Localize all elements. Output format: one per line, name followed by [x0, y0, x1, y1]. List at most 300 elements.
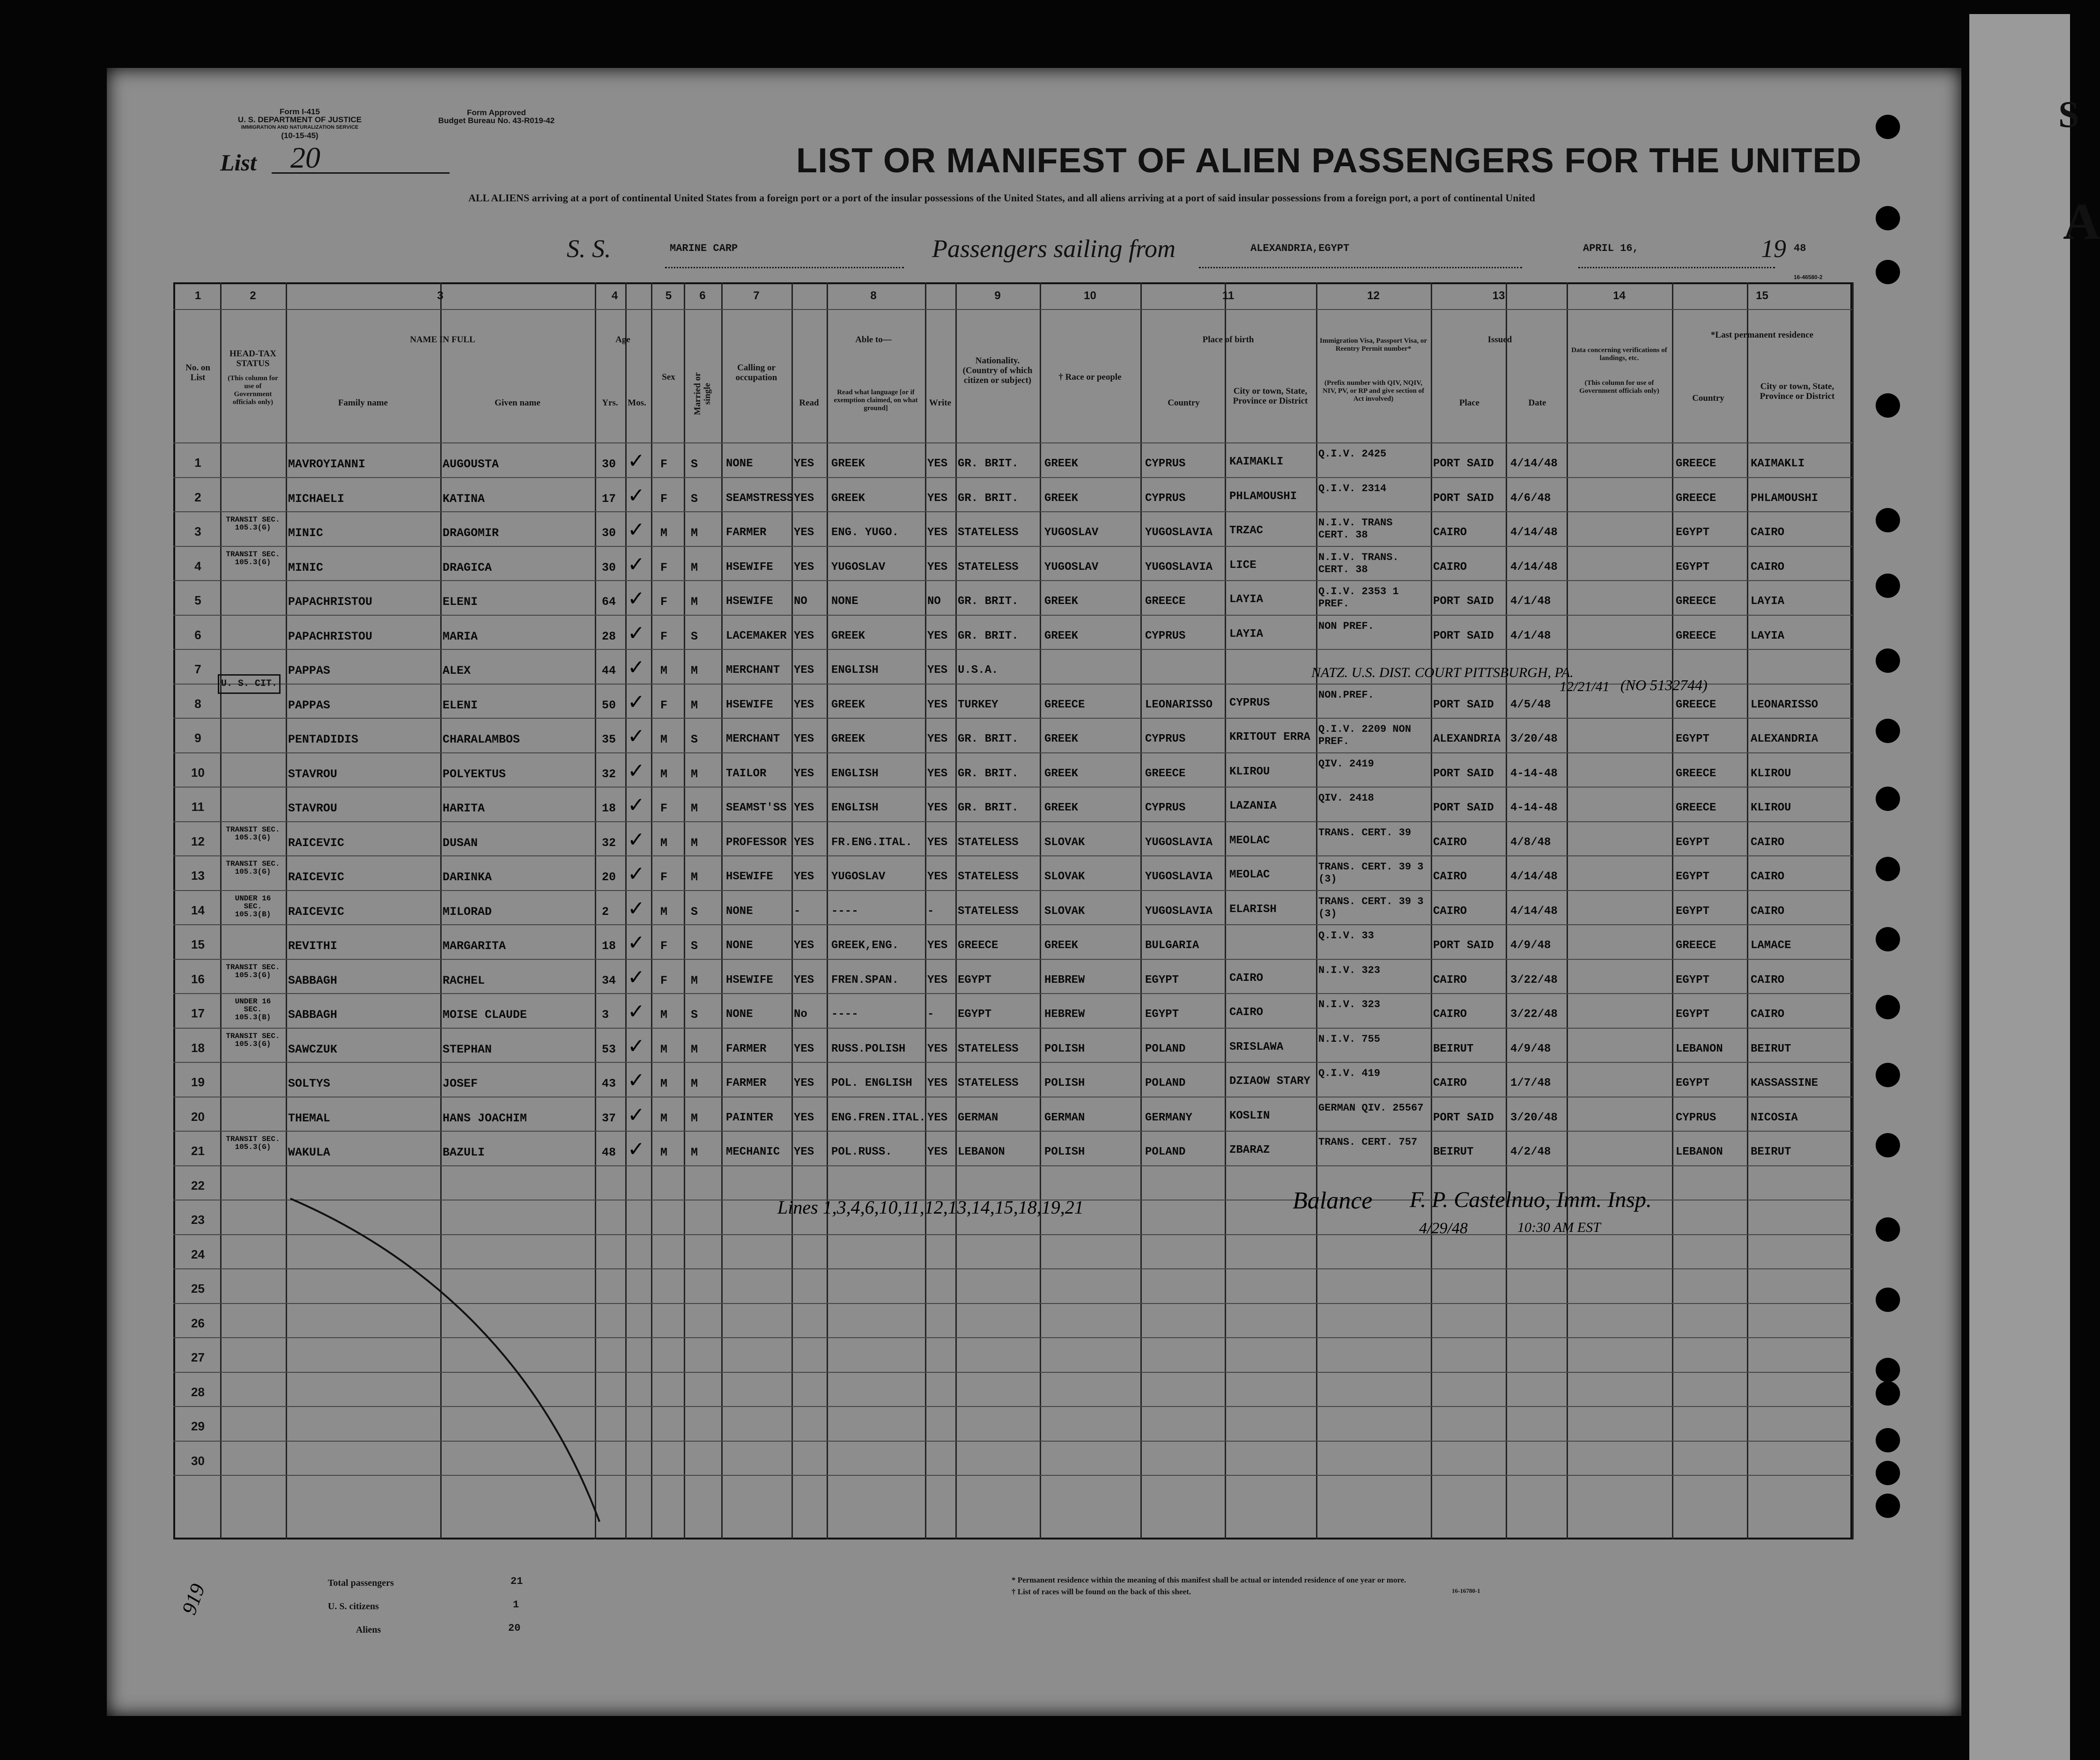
cell-family: WAKULA	[288, 1146, 331, 1159]
cell-read: YES	[794, 457, 814, 470]
cell-ms: M	[691, 1077, 698, 1090]
cell-read: YES	[794, 802, 814, 814]
cell-race: YUGOSLAV	[1044, 526, 1099, 539]
cell-sex: F	[660, 629, 668, 643]
col-num-13: 13	[1492, 289, 1505, 302]
cell-rcity: CAIRO	[1751, 560, 1785, 574]
row-number: 7	[194, 662, 201, 676]
col-num-14: 14	[1613, 289, 1626, 302]
cell-occ: FARMER	[726, 1042, 767, 1055]
cell-lang: POL.RUSS.	[831, 1146, 892, 1158]
cell-visa: Q.I.V. 2353 1 PREF.	[1318, 586, 1399, 610]
cell-bcity: MEOLAC	[1229, 869, 1270, 881]
col-num-10: 10	[1084, 289, 1096, 302]
hdr-visa-note: (Prefix number with QIV, NQIV, NIV, PV, or RP and give section of Act involved)	[1322, 379, 1425, 403]
hdr-race: † Race or people	[1058, 372, 1122, 382]
punch-hole-icon	[1876, 393, 1900, 418]
row-number: 17	[191, 1006, 205, 1020]
cell-visa: QIV. 2418	[1318, 792, 1374, 804]
check-mark-icon: ✓	[628, 690, 645, 714]
cell-rcountry: GREECE	[1676, 629, 1716, 642]
cell-write: YES	[927, 802, 948, 814]
col-num-1: 1	[194, 289, 201, 302]
cell-family: MICHAELI	[288, 492, 345, 506]
cell-write: YES	[927, 698, 948, 711]
lines-note: Lines 1,3,4,6,10,11,12,13,14,15,18,19,21	[777, 1197, 1084, 1218]
cell-family: REVITHI	[288, 939, 338, 953]
total-passengers-label: Total passengers	[328, 1578, 394, 1588]
cell-given: CHARALAMBOS	[443, 733, 520, 746]
cell-age: 30	[602, 526, 616, 540]
cell-bcity: ELARISH	[1229, 903, 1277, 916]
cell-occ: FARMER	[726, 1077, 767, 1090]
cell-nat: LEBANON	[958, 1146, 1005, 1158]
cell-age: 53	[602, 1042, 616, 1056]
cell-ms: M	[691, 595, 698, 609]
cell-sex: M	[660, 1008, 668, 1022]
cell-bcountry: YUGOSLAVIA	[1145, 560, 1213, 574]
cell-bcountry: POLAND	[1145, 1146, 1186, 1158]
cell-occ: PROFESSOR	[726, 836, 787, 849]
form-date: (10-15-45)	[281, 131, 318, 140]
row-number: 4	[194, 559, 201, 573]
hdr-age: Age	[615, 335, 630, 345]
cell-given: AUGOUSTA	[443, 457, 499, 471]
cell-ms: M	[691, 973, 698, 987]
cell-read: YES	[794, 870, 814, 883]
cell-idate: 4/9/48	[1510, 939, 1551, 952]
cell-family: MINIC	[288, 526, 324, 540]
cell-given: JOSEF	[443, 1077, 478, 1090]
hdr-verifications: Data concerning verifications of landings, etc.	[1571, 346, 1667, 362]
row-number: 10	[191, 765, 205, 780]
row-number: 18	[191, 1040, 205, 1055]
cell-family: MAVROYIANNI	[288, 457, 366, 471]
check-mark-icon: ✓	[628, 724, 645, 748]
cell-visa: N.I.V. 755	[1318, 1033, 1381, 1045]
crossout-line	[290, 1199, 599, 1522]
cell-idate: 4/2/48	[1510, 1146, 1551, 1158]
cell-family: SOLTYS	[288, 1077, 331, 1090]
cell-ms: S	[691, 905, 698, 919]
row-number: 1	[194, 456, 201, 470]
cell-idate: 4-14-48	[1510, 802, 1558, 814]
cell-family: THEMAL	[288, 1111, 331, 1125]
cell-given: ALEX	[443, 664, 471, 677]
cell-bcity: CAIRO	[1229, 1006, 1264, 1019]
cell-rcity: LAMACE	[1751, 939, 1791, 952]
cell-visa: N.I.V. TRANS CERT. 38	[1318, 517, 1393, 541]
footnote-residence: * Permanent residence within the meaning of this manifest shall be actual or intended residence of one year or more.	[1012, 1576, 1406, 1584]
sailing-port: ALEXANDRIA,EGYPT	[1250, 243, 1350, 254]
cell-age: 30	[602, 457, 616, 471]
punch-hole-icon	[1876, 995, 1900, 1019]
hdr-yrs: Yrs.	[602, 398, 618, 408]
cell-write: YES	[927, 939, 948, 952]
cell-idate: 4/14/48	[1510, 457, 1558, 470]
hdr-nationality: Nationality. (Country of which citizen or subject)	[962, 356, 1033, 385]
cell-rcity: KAIMAKLI	[1751, 457, 1805, 470]
cell-family: SABBAGH	[288, 973, 338, 987]
cell-bcountry: YUGOSLAVIA	[1145, 905, 1213, 918]
cell-rcity: LAYIA	[1751, 595, 1785, 608]
check-mark-icon: ✓	[628, 587, 645, 611]
cell-read: YES	[794, 836, 814, 849]
row-number: 21	[191, 1144, 205, 1158]
cell-bcountry: LEONARISSO	[1145, 698, 1213, 711]
cell-age: 3	[602, 1008, 609, 1022]
cell-sex: M	[660, 1146, 668, 1159]
cell-bcity: LICE	[1229, 559, 1257, 572]
cell-lang: ENG. YUGO.	[831, 526, 899, 539]
cell-ms: S	[691, 733, 698, 746]
col-num-6: 6	[699, 289, 706, 302]
cell-race: SLOVAK	[1044, 870, 1085, 883]
cell-iplace: PORT SAID	[1433, 629, 1494, 642]
punch-hole-icon	[1876, 719, 1900, 743]
check-mark-icon: ✓	[628, 1000, 645, 1024]
punch-hole-icon	[1876, 927, 1900, 951]
check-mark-icon: ✓	[628, 483, 645, 508]
cell-tax: TRANSIT SEC. 105.3(G)	[226, 825, 280, 842]
cell-write: -	[927, 905, 934, 918]
cell-given: ELENI	[443, 698, 478, 712]
cell-race: GREEK	[1044, 595, 1079, 608]
cell-bcountry: GREECE	[1145, 595, 1186, 608]
cell-bcountry: CYPRUS	[1145, 629, 1186, 642]
check-mark-icon: ✓	[628, 793, 645, 817]
cell-ms: S	[691, 457, 698, 471]
cell-sex: F	[660, 595, 668, 609]
cell-bcity: LAYIA	[1229, 627, 1264, 641]
cell-bcity: SRISLAWA	[1229, 1040, 1284, 1053]
hdr-issued-place: Place	[1459, 398, 1480, 408]
cell-rcity: PHLAMOUSHI	[1751, 492, 1819, 505]
cell-bcity: KOSLIN	[1229, 1109, 1270, 1122]
cell-read: YES	[794, 1111, 814, 1124]
col-num-3: 3	[437, 289, 444, 302]
cell-rcountry: EGYPT	[1676, 560, 1710, 574]
cell-idate: 3/20/48	[1510, 733, 1558, 745]
cell-lang: ----	[831, 905, 858, 918]
cell-occ: MERCHANT	[726, 664, 780, 677]
check-mark-icon: ✓	[628, 552, 645, 576]
cell-bcountry: GREECE	[1145, 767, 1186, 780]
cell-bcountry: CYPRUS	[1145, 492, 1186, 505]
cell-occ: PAINTER	[726, 1111, 773, 1124]
cell-rcity: CAIRO	[1751, 526, 1785, 539]
cell-read: YES	[794, 1146, 814, 1158]
cell-nat: TURKEY	[958, 698, 998, 711]
cell-sex: M	[660, 905, 668, 919]
cell-family: PAPACHRISTOU	[288, 629, 373, 643]
cell-rcity: ALEXANDRIA	[1751, 733, 1819, 745]
cell-iplace: PORT SAID	[1433, 802, 1494, 814]
check-mark-icon: ✓	[628, 655, 645, 679]
cell-nat: GR. BRIT.	[958, 629, 1019, 642]
sailing-date: APRIL 16,	[1583, 243, 1639, 254]
cell-nat: U.S.A.	[958, 664, 998, 677]
cell-bcity: KLIROU	[1229, 765, 1270, 778]
cell-rcountry: LEBANON	[1676, 1146, 1723, 1158]
cell-age: 44	[602, 664, 616, 677]
cell-iplace: CAIRO	[1433, 526, 1467, 539]
cell-ms: S	[691, 492, 698, 506]
punch-hole-icon	[1876, 115, 1900, 139]
cell-visa: N.I.V. 323	[1318, 964, 1381, 976]
punch-hole-icon	[1876, 857, 1900, 881]
hdr-res-city: City or town, State, Province or District	[1760, 382, 1835, 401]
cell-race: GREEK	[1044, 939, 1079, 952]
cell-bcity: LAZANIA	[1229, 800, 1277, 812]
cell-rcountry: CYPRUS	[1676, 1111, 1716, 1124]
cell-write: YES	[927, 492, 948, 505]
us-citizen-stamp: U. S. CIT.	[218, 674, 281, 694]
cell-read: YES	[794, 492, 814, 505]
cell-lang: ENG.FREN.ITAL.	[831, 1111, 926, 1124]
cell-nat: GR. BRIT.	[958, 733, 1019, 745]
cell-bcountry: GERMANY	[1145, 1111, 1192, 1124]
cell-rcity: CAIRO	[1751, 870, 1785, 883]
list-label: List	[220, 149, 257, 176]
cell-write: YES	[927, 836, 948, 849]
cell-tax: UNDER 16 SEC. 105.3(B)	[235, 894, 271, 919]
cell-idate: 4/8/48	[1510, 836, 1551, 849]
cell-nat: GR. BRIT.	[958, 457, 1019, 470]
cell-given: DRAGICA	[443, 560, 492, 574]
cell-visa: Q.I.V. 419	[1318, 1068, 1381, 1079]
cell-iplace: CAIRO	[1433, 1077, 1467, 1090]
cell-sex: F	[660, 457, 668, 471]
cell-ms: M	[691, 836, 698, 850]
cell-family: STAVROU	[288, 802, 338, 815]
row-number: 11	[191, 800, 205, 814]
cell-rcountry: LEBANON	[1676, 1042, 1723, 1055]
row-number: 5	[194, 593, 201, 607]
cell-write: YES	[927, 560, 948, 574]
cell-sex: M	[660, 836, 668, 850]
sailing-label: Passengers sailing from	[932, 235, 1176, 263]
cell-family: SABBAGH	[288, 1008, 338, 1022]
cell-nat: GR. BRIT.	[958, 492, 1019, 505]
cell-bcity: MEOLAC	[1229, 834, 1270, 847]
cell-given: DUSAN	[443, 836, 478, 850]
cell-rcountry: GREECE	[1676, 595, 1716, 608]
check-mark-icon: ✓	[628, 518, 645, 542]
cell-bcity: LAYIA	[1229, 593, 1264, 606]
row-number: 29	[191, 1419, 205, 1433]
cell-visa: Q.I.V. 2314	[1318, 482, 1387, 494]
cell-family: SAWCZUK	[288, 1042, 338, 1056]
row-number: 12	[191, 834, 205, 848]
aliens-value: 20	[508, 1622, 521, 1634]
col-num-2: 2	[250, 289, 256, 302]
cell-bcountry: CYPRUS	[1145, 733, 1186, 745]
cell-rcity: LEONARISSO	[1751, 698, 1819, 711]
hdr-head-tax: HEAD-TAX STATUS	[229, 349, 276, 368]
cell-visa: QIV. 2419	[1318, 758, 1374, 770]
hdr-read-language: Read what language [or if exemption claimed, on what ground]	[834, 389, 918, 412]
hdr-res-country: Country	[1692, 393, 1724, 403]
form-code-right: 16-46580-2	[1794, 274, 1823, 280]
us-citizens-label: U. S. citizens	[328, 1601, 379, 1612]
hdr-issued-date: Date	[1528, 398, 1546, 408]
row-number: 28	[191, 1384, 205, 1399]
cell-given: HARITA	[443, 802, 485, 815]
cell-read: YES	[794, 698, 814, 711]
row-number: 19	[191, 1075, 205, 1089]
cell-bcountry: YUGOSLAVIA	[1145, 526, 1213, 539]
cell-age: 18	[602, 802, 616, 815]
cell-occ: HSEWIFE	[726, 973, 773, 987]
cell-given: MARGARITA	[443, 939, 506, 953]
cell-rcountry: GREECE	[1676, 767, 1716, 780]
cell-family: RAICEVIC	[288, 870, 345, 884]
punch-hole-icon	[1876, 1217, 1900, 1242]
cell-ms: M	[691, 1042, 698, 1056]
cell-rcountry: EGYPT	[1676, 733, 1710, 745]
hdr-place-of-birth: Place of birth	[1202, 335, 1254, 345]
hdr-mos: Mos.	[628, 398, 646, 408]
row-number: 30	[191, 1453, 205, 1468]
cell-race: POLISH	[1044, 1146, 1085, 1158]
row-number: 25	[191, 1281, 205, 1296]
row-number: 6	[194, 627, 201, 642]
punch-hole-icon	[1876, 1428, 1900, 1452]
cell-occ: FARMER	[726, 526, 767, 539]
cell-rcity: BEIRUT	[1751, 1146, 1791, 1158]
punch-hole-icon	[1876, 1461, 1900, 1485]
cell-nat: GR. BRIT.	[958, 802, 1019, 814]
cell-given: DRAGOMIR	[443, 526, 499, 540]
cell-write: YES	[927, 1042, 948, 1055]
cell-bcity: KRITOUT ERRA	[1229, 731, 1310, 744]
col-num-12: 12	[1367, 289, 1380, 302]
cell-visa: TRANS. CERT. 39 3 (3)	[1318, 895, 1424, 920]
cell-tax: TRANSIT SEC. 105.3(G)	[226, 860, 280, 876]
cell-nat: STATELESS	[958, 836, 1019, 849]
cell-rcity: LAYIA	[1751, 629, 1785, 642]
cell-age: 17	[602, 492, 616, 506]
cell-age: 2	[602, 905, 609, 919]
cell-visa: TRANS. CERT. 39 3 (3)	[1318, 861, 1424, 885]
cell-age: 43	[602, 1077, 616, 1090]
row-number: 26	[191, 1316, 205, 1330]
punch-hole-icon	[1876, 1133, 1900, 1157]
col-num-15: 15	[1756, 289, 1768, 302]
form-dept: U. S. DEPARTMENT OF JUSTICE	[237, 115, 362, 124]
cell-tax: TRANSIT SEC. 105.3(G)	[226, 515, 280, 532]
cell-read: YES	[794, 973, 814, 987]
cell-rcountry: EGYPT	[1676, 870, 1710, 883]
check-mark-icon: ✓	[628, 621, 645, 645]
cell-rcountry: EGYPT	[1676, 973, 1710, 987]
cell-rcity: CAIRO	[1751, 836, 1785, 849]
cell-age: 35	[602, 733, 616, 746]
cell-rcountry: GREECE	[1676, 939, 1716, 952]
cell-ms: M	[691, 767, 698, 781]
cell-bcity: TRZAC	[1229, 524, 1264, 537]
punch-hole-icon	[1876, 1358, 1900, 1382]
cell-given: DARINKA	[443, 870, 492, 884]
cell-rcountry: GREECE	[1676, 492, 1716, 505]
cell-ms: M	[691, 698, 698, 712]
cell-lang: ENGLISH	[831, 767, 879, 780]
cell-sex: F	[660, 802, 668, 815]
cell-family: STAVROU	[288, 767, 338, 781]
cell-read: No	[794, 1008, 807, 1021]
ss-label: S. S.	[567, 235, 611, 263]
cell-bcountry: BULGARIA	[1145, 939, 1199, 952]
cell-iplace: CAIRO	[1433, 836, 1467, 849]
cell-tax: TRANSIT SEC. 105.3(G)	[226, 963, 280, 979]
col-num-7: 7	[753, 289, 760, 302]
cell-write: YES	[927, 457, 948, 470]
cell-ms: M	[691, 870, 698, 884]
cell-lang: YUGOSLAV	[831, 870, 886, 883]
page-subtitle: ALL ALIENS arriving at a port of continental United States from a foreign port or a port of the insular possessions of the United States, and all aliens arriving at a port of said insular possessions from a foreign port, a port of continental United	[468, 192, 1535, 204]
cell-given: POLYEKTUS	[443, 767, 506, 781]
cell-sex: F	[660, 870, 668, 884]
cell-rcountry: GREECE	[1676, 457, 1716, 470]
hdr-family-name: Family name	[338, 398, 388, 408]
row-number: 8	[194, 696, 201, 711]
aliens-label: Aliens	[356, 1625, 381, 1635]
cell-visa: N.I.V. TRANS. CERT. 38	[1318, 551, 1399, 575]
cell-visa: TRANS. CERT. 39	[1318, 826, 1412, 839]
cell-given: KATINA	[443, 492, 485, 506]
cell-idate: 3/22/48	[1510, 1008, 1558, 1021]
cell-bcity: ZBARAZ	[1229, 1144, 1270, 1156]
check-mark-icon: ✓	[628, 1137, 645, 1161]
col-num-5: 5	[665, 289, 672, 302]
cell-read: YES	[794, 1042, 814, 1055]
hdr-issued: Issued	[1487, 335, 1512, 345]
cell-lang: ENGLISH	[831, 664, 879, 677]
cell-iplace: CAIRO	[1433, 905, 1467, 918]
col-num-11: 11	[1222, 289, 1235, 302]
cell-tax: UNDER 16 SEC. 105.3(B)	[235, 997, 271, 1022]
cell-occ: SEAMSTRESS	[726, 492, 794, 505]
punch-hole-icon	[1876, 508, 1900, 532]
cell-visa: TRANS. CERT. 757	[1318, 1136, 1418, 1148]
row-number: 14	[191, 903, 205, 917]
cell-age: 30	[602, 560, 616, 574]
cell-rcity: KLIROU	[1751, 767, 1791, 780]
row-number: 23	[191, 1213, 205, 1227]
cell-family: PENTADIDIS	[288, 733, 359, 746]
cell-rcountry: EGYPT	[1676, 1008, 1710, 1021]
cell-given: MOISE CLAUDE	[443, 1008, 527, 1022]
check-mark-icon: ✓	[628, 449, 645, 473]
cell-iplace: CAIRO	[1433, 1008, 1467, 1021]
cell-idate: 3/22/48	[1510, 973, 1558, 987]
cell-ms: M	[691, 526, 698, 540]
cell-idate: 4/14/48	[1510, 905, 1558, 918]
cell-age: 28	[602, 629, 616, 643]
cell-nat: EGYPT	[958, 1008, 992, 1021]
cell-ms: S	[691, 1008, 698, 1022]
hdr-verifications-note: (This column for use of Government officials only)	[1579, 379, 1659, 395]
inspection-time: 10:30 AM EST	[1517, 1220, 1601, 1235]
cell-occ: LACEMAKER	[726, 629, 787, 642]
cell-occ: HSEWIFE	[726, 560, 773, 574]
cell-given: MARIA	[443, 629, 478, 643]
cell-iplace: ALEXANDRIA	[1433, 733, 1501, 745]
cell-nat: GREECE	[958, 939, 998, 952]
cell-lang: FREN.SPAN.	[831, 973, 899, 987]
cell-given: ELENI	[443, 595, 478, 609]
